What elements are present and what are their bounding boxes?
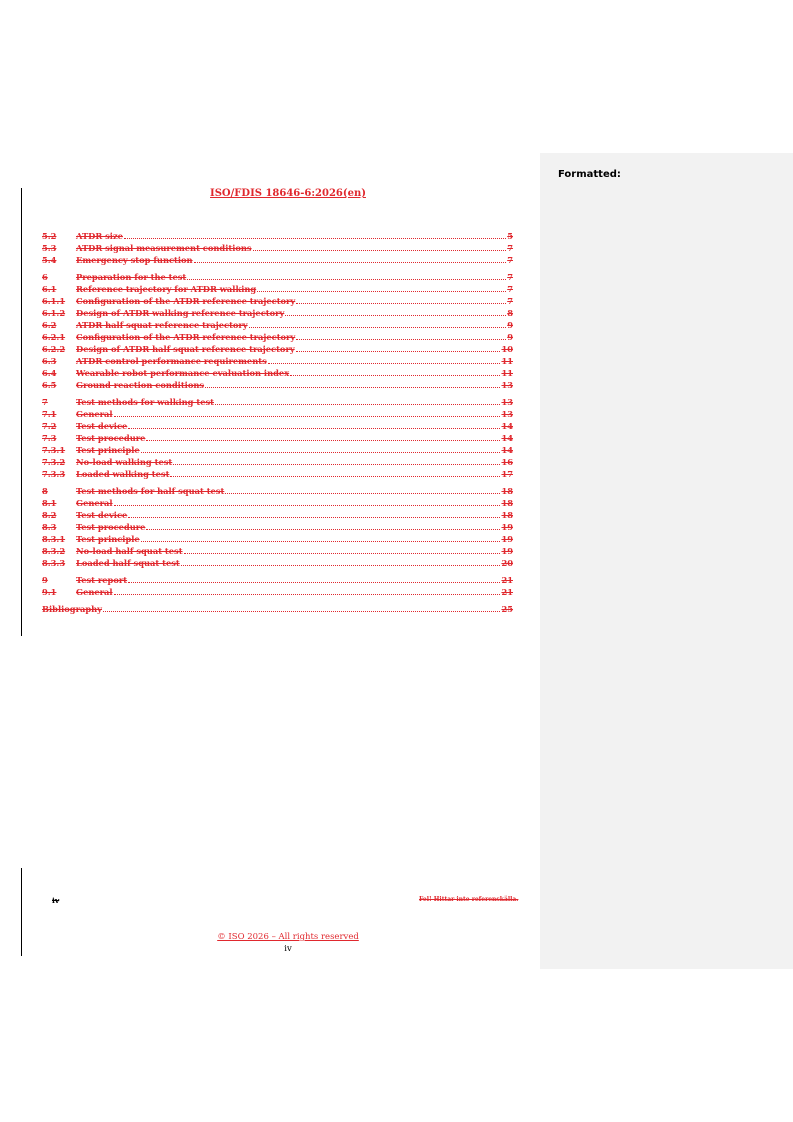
toc-entry[interactable]: [42, 456, 513, 468]
toc-entry-page: 18: [501, 498, 513, 508]
table-of-contents: [42, 230, 513, 615]
toc-dot-leader: [290, 367, 500, 376]
toc-entry-label: Design of ATDR half squat reference trajectory: [76, 344, 295, 354]
toc-entry-number: 9.1: [42, 587, 57, 597]
toc-entry-number: 6.2.2: [42, 344, 66, 354]
toc-entry-number: 6.5: [42, 380, 57, 390]
toc-entry-number: 8.3.3: [42, 558, 66, 568]
toc-entry-page: 13: [501, 409, 513, 419]
toc-entry-number: 7.1: [42, 409, 57, 419]
toc-entry-label: No-load walking test: [76, 457, 173, 467]
toc-dot-leader: [128, 509, 500, 518]
toc-entry[interactable]: [42, 432, 513, 444]
toc-entry-label: General: [76, 587, 113, 597]
toc-dot-leader: [173, 456, 500, 465]
toc-entry[interactable]: [42, 574, 513, 586]
field-error-text: Fel! Hittar inte referenskälla.: [419, 896, 519, 903]
toc-dot-leader: [146, 521, 500, 530]
toc-dot-leader: [114, 497, 501, 506]
toc-entry-label: ATDR half squat reference trajectory: [76, 320, 248, 330]
toc-dot-leader: [257, 283, 506, 292]
deleted-page-number: iv: [52, 896, 60, 905]
toc-entry[interactable]: [42, 586, 513, 598]
toc-entry[interactable]: [42, 485, 513, 497]
toc-entry-page: 16: [501, 457, 513, 467]
toc-entry[interactable]: [42, 230, 513, 242]
change-bar-bottom: [21, 868, 22, 956]
toc-entry[interactable]: [42, 603, 513, 615]
toc-entry-page: 9: [507, 332, 513, 342]
toc-entry[interactable]: [42, 396, 513, 408]
toc-dot-leader: [128, 420, 500, 429]
toc-entry-page: 11: [501, 356, 513, 366]
toc-entry-page: 19: [501, 546, 513, 556]
toc-entry-number: 6.2.1: [42, 332, 66, 342]
toc-dot-leader: [253, 242, 507, 251]
toc-entry-label: Test principle: [76, 445, 140, 455]
toc-entry-number: 7.2: [42, 421, 57, 431]
toc-entry-page: 7: [507, 272, 513, 282]
toc-entry-page: 14: [501, 421, 513, 431]
toc-entry[interactable]: [42, 307, 513, 319]
toc-dot-leader: [141, 444, 501, 453]
toc-entry-label: General: [76, 498, 113, 508]
toc-entry-label: Loaded walking test: [76, 469, 170, 479]
toc-entry-label: ATDR size: [76, 231, 123, 241]
toc-dot-leader: [194, 254, 507, 263]
toc-dot-leader: [141, 533, 501, 542]
toc-entry-number: 7.3: [42, 433, 57, 443]
toc-entry-page: 7: [507, 284, 513, 294]
toc-entry-label: ATDR signal measurement conditions: [76, 243, 252, 253]
toc-entry-page: 18: [501, 510, 513, 520]
document-header-title: ISO/FDIS 18646-6:2026(en): [210, 188, 366, 199]
toc-dot-leader: [114, 408, 501, 417]
toc-dot-leader: [249, 319, 507, 328]
toc-entry[interactable]: [42, 533, 513, 545]
toc-entry-page: 13: [501, 397, 513, 407]
toc-entry-number: 6.1: [42, 284, 57, 294]
toc-entry-label: Test device: [76, 421, 128, 431]
toc-entry-number: 7.3.2: [42, 457, 66, 467]
toc-entry-number: 5.3: [42, 243, 57, 253]
toc-entry-page: 21: [501, 587, 513, 597]
toc-dot-leader: [215, 396, 500, 405]
toc-entry[interactable]: [42, 242, 513, 254]
toc-entry-label: Test methods for walking test: [76, 397, 214, 407]
toc-entry[interactable]: [42, 509, 513, 521]
toc-entry-number: 6.2: [42, 320, 57, 330]
toc-entry-number: 7: [42, 397, 48, 407]
change-bar-top: [21, 188, 22, 636]
toc-entry-number: 8: [42, 486, 48, 496]
toc-entry[interactable]: [42, 420, 513, 432]
toc-entry[interactable]: [42, 557, 513, 569]
toc-entry-page: 21: [501, 575, 513, 585]
toc-entry[interactable]: [42, 468, 513, 480]
toc-entry-number: 6: [42, 272, 48, 282]
toc-entry-page: 10: [501, 344, 513, 354]
toc-entry[interactable]: [42, 379, 513, 391]
toc-entry-label: Reference trajectory for ATDR walking: [76, 284, 257, 294]
toc-entry-number: 5.4: [42, 255, 57, 265]
toc-entry-page: 14: [501, 433, 513, 443]
toc-dot-leader: [170, 468, 500, 477]
toc-dot-leader: [103, 603, 500, 612]
toc-entry[interactable]: [42, 319, 513, 331]
toc-entry-label: Configuration of the ATDR reference trajectory: [76, 296, 296, 306]
toc-entry-label: General: [76, 409, 113, 419]
toc-entry-page: 25: [501, 604, 513, 614]
toc-entry-label: Loaded half squat test: [76, 558, 180, 568]
toc-dot-leader: [187, 271, 506, 280]
toc-entry-label: Test report: [76, 575, 128, 585]
toc-dot-leader: [296, 295, 506, 304]
toc-entry-page: 7: [507, 255, 513, 265]
toc-entry-number: 6.1.1: [42, 296, 66, 306]
toc-dot-leader: [205, 379, 500, 388]
toc-entry-number: 9: [42, 575, 48, 585]
toc-entry-page: 5: [507, 231, 513, 241]
toc-dot-leader: [124, 230, 506, 239]
toc-dot-leader: [146, 432, 500, 441]
toc-entry-number: 8.3.2: [42, 546, 66, 556]
toc-entry-page: 17: [501, 469, 513, 479]
toc-entry[interactable]: [42, 497, 513, 509]
toc-dot-leader: [114, 586, 501, 595]
toc-entry-number: 6.3: [42, 356, 57, 366]
footer-page-number: iv: [284, 944, 292, 954]
toc-entry-number: 8.3.1: [42, 534, 66, 544]
toc-entry-page: 19: [501, 522, 513, 532]
toc-entry-page: 7: [507, 243, 513, 253]
toc-entry-page: 18: [501, 486, 513, 496]
toc-entry[interactable]: [42, 343, 513, 355]
toc-dot-leader: [128, 574, 500, 583]
toc-entry-label: Wearable robot performance evaluation index: [76, 368, 290, 378]
toc-dot-leader: [285, 307, 506, 316]
toc-entry[interactable]: [42, 444, 513, 456]
toc-entry-label: Ground reaction conditions: [76, 380, 205, 390]
toc-entry-number: 5.2: [42, 231, 57, 241]
toc-entry-page: 9: [507, 320, 513, 330]
toc-entry[interactable]: [42, 367, 513, 379]
toc-dot-leader: [296, 331, 506, 340]
toc-entry-label: Test principle: [76, 534, 140, 544]
comment-pane: [540, 153, 793, 969]
toc-dot-leader: [184, 545, 501, 554]
toc-entry-label: Emergency stop function: [76, 255, 193, 265]
toc-entry-number: 7.3.3: [42, 469, 66, 479]
toc-entry-label: Test procedure: [76, 522, 146, 532]
footer-copyright: © ISO 2026 – All rights reserved: [217, 932, 359, 942]
toc-entry[interactable]: [42, 331, 513, 343]
toc-dot-leader: [268, 355, 501, 364]
toc-entry-page: 8: [507, 308, 513, 318]
toc-dot-leader: [296, 343, 501, 352]
toc-entry-page: 13: [501, 380, 513, 390]
toc-entry-label: Preparation for the test: [76, 272, 187, 282]
toc-entry-label: No-load half squat test: [76, 546, 183, 556]
toc-entry[interactable]: [42, 283, 513, 295]
toc-entry-label: Design of ATDR walking reference trajectory: [76, 308, 285, 318]
toc-entry-page: 11: [501, 368, 513, 378]
toc-entry-number: 6.4: [42, 368, 57, 378]
toc-entry-number: 7.3.1: [42, 445, 66, 455]
toc-entry-label: ATDR control performance requirements: [76, 356, 267, 366]
toc-entry-label: Test device: [76, 510, 128, 520]
toc-entry-page: 20: [501, 558, 513, 568]
toc-entry[interactable]: [42, 295, 513, 307]
toc-dot-leader: [181, 557, 501, 566]
toc-entry-number: 6.1.2: [42, 308, 66, 318]
toc-entry[interactable]: [42, 254, 513, 266]
toc-entry-label: Configuration of the ATDR reference trajectory: [76, 332, 296, 342]
toc-entry-page: 14: [501, 445, 513, 455]
toc-entry[interactable]: [42, 355, 513, 367]
toc-entry-page: 7: [507, 296, 513, 306]
toc-entry-number: 8.3: [42, 522, 57, 532]
toc-entry-label: Test procedure: [76, 433, 146, 443]
toc-entry[interactable]: [42, 408, 513, 420]
toc-entry-number: 8.2: [42, 510, 57, 520]
toc-dot-leader: [225, 485, 500, 494]
comment-pane-label: Formatted:: [558, 169, 621, 180]
toc-entry[interactable]: [42, 545, 513, 557]
toc-entry-number: 8.1: [42, 498, 57, 508]
toc-entry[interactable]: [42, 521, 513, 533]
toc-entry-label: Bibliography: [42, 604, 103, 614]
toc-entry-label: Test methods for half squat test: [76, 486, 225, 496]
toc-entry-page: 19: [501, 534, 513, 544]
toc-entry[interactable]: [42, 271, 513, 283]
